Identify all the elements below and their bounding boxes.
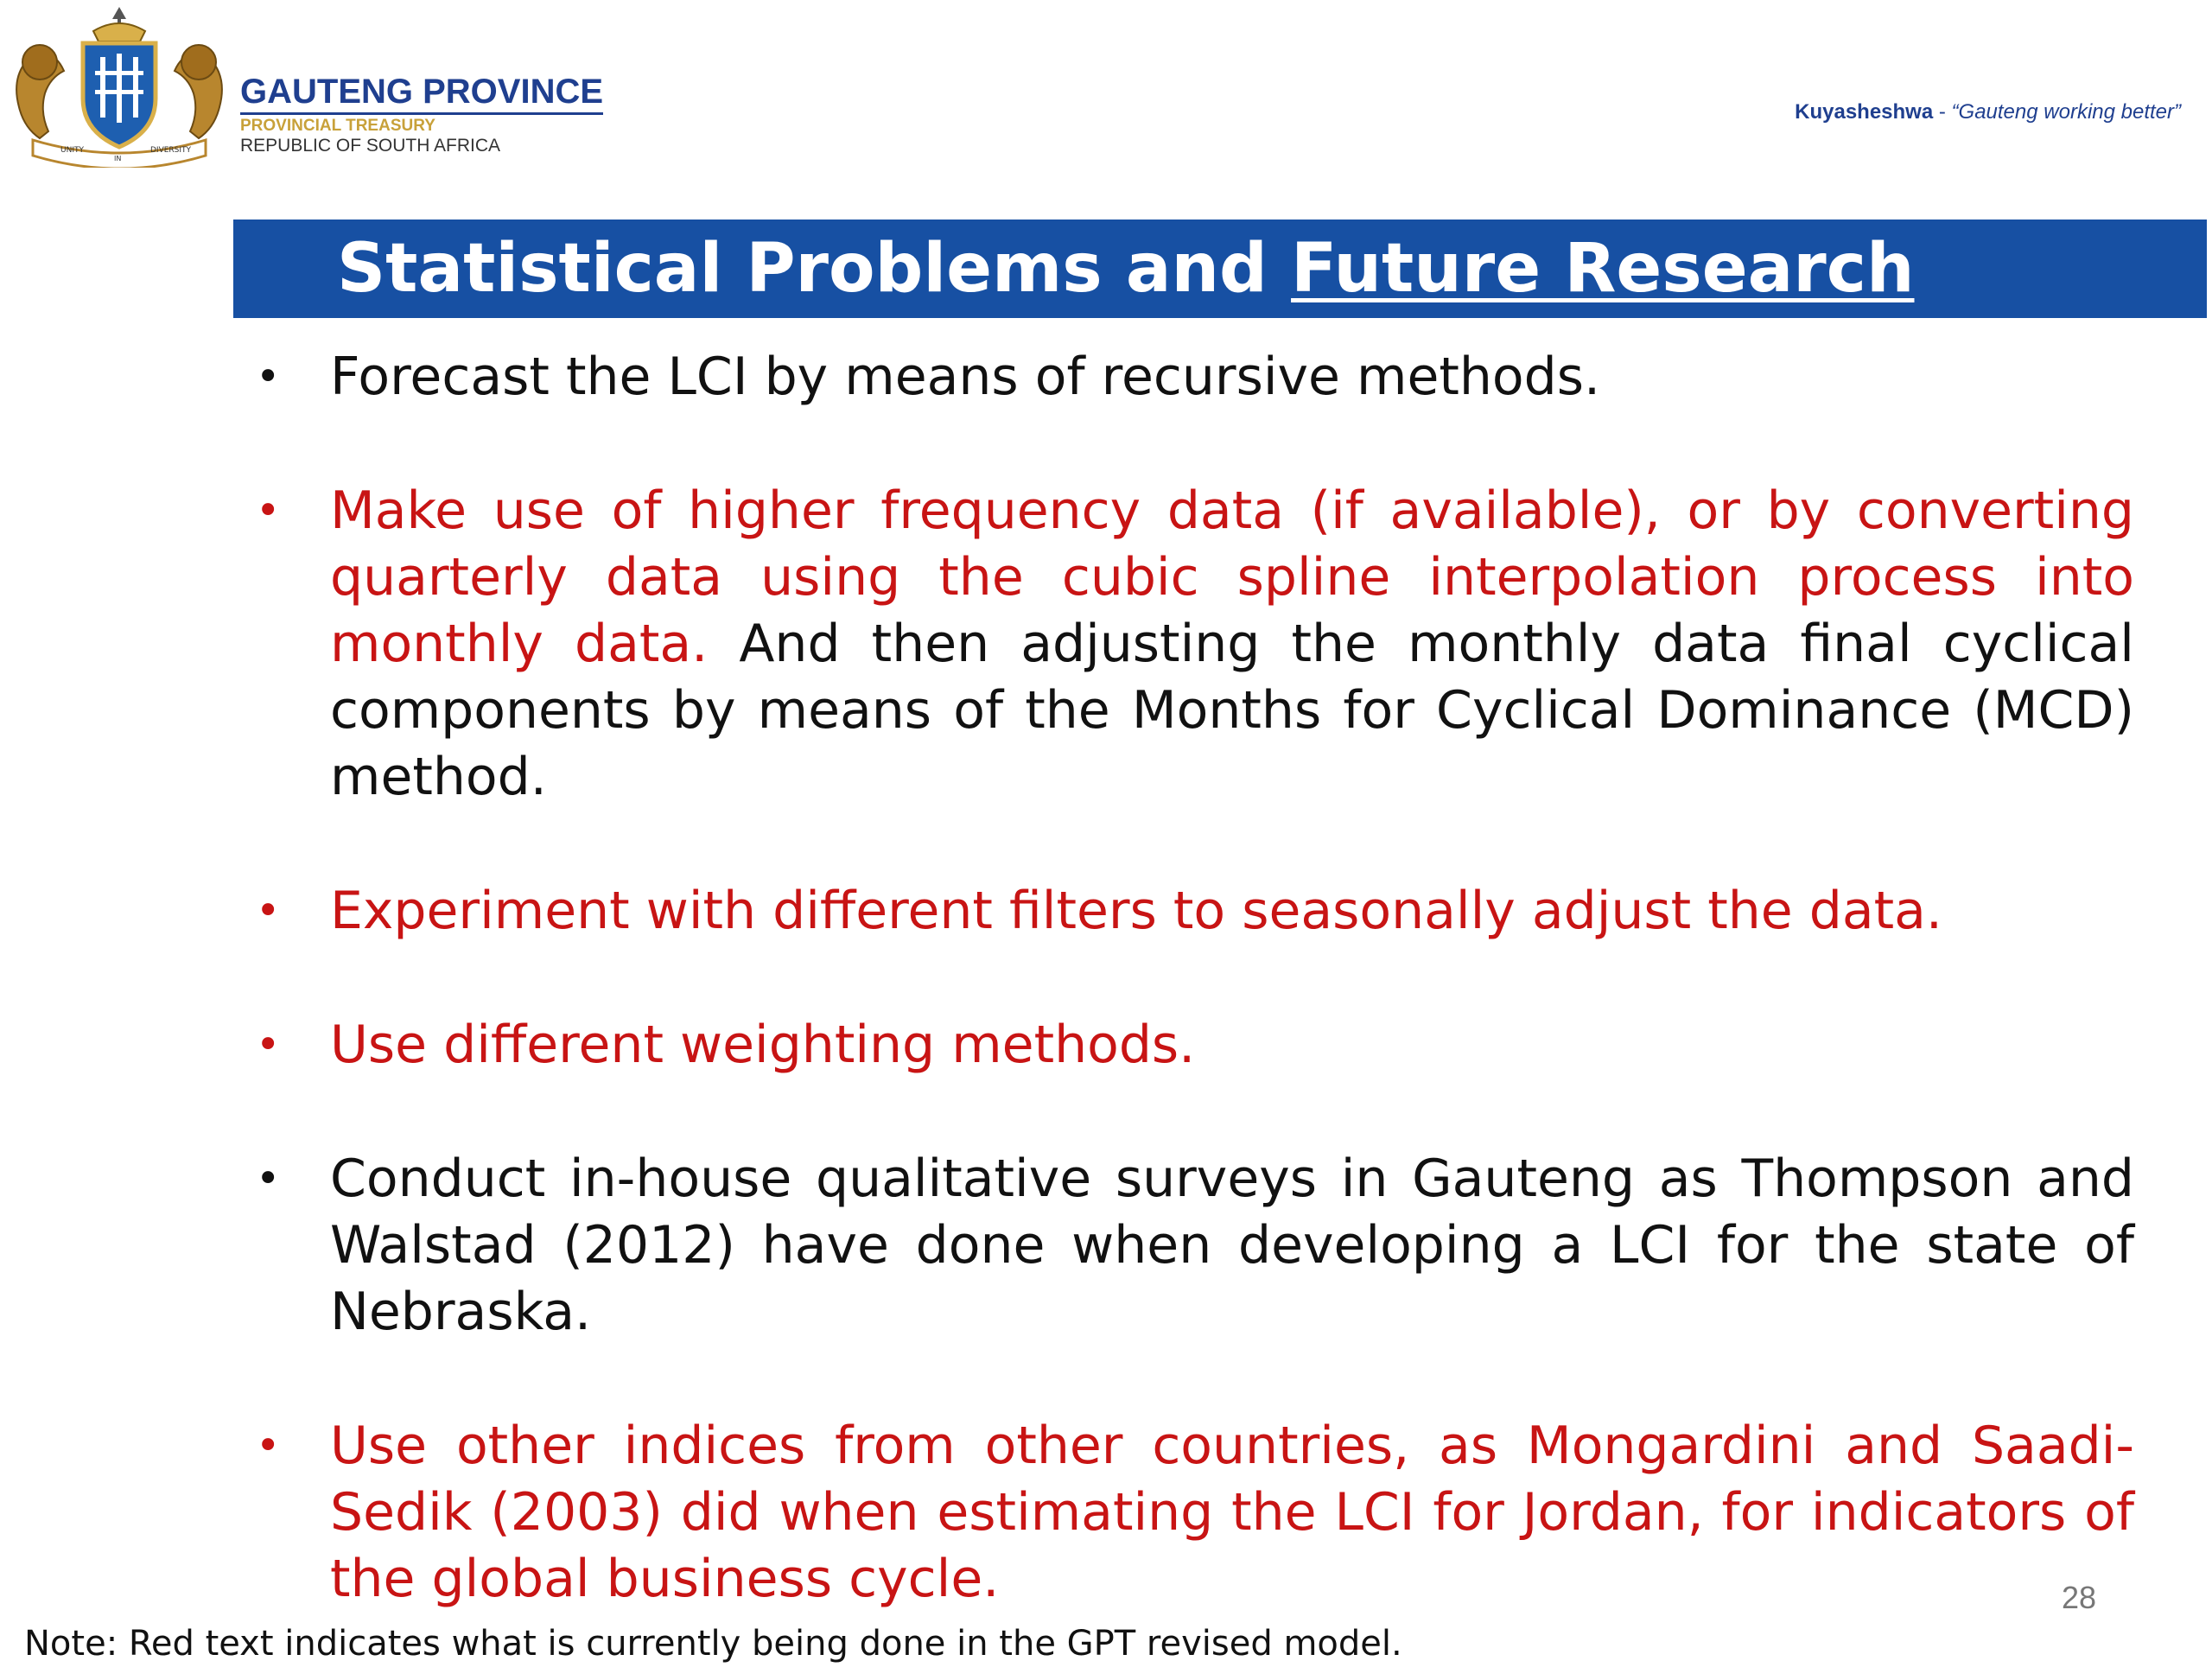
org-name: GAUTENG PROVINCE (240, 73, 603, 115)
bullet-dot-icon: • (256, 1422, 281, 1470)
bullet-text: Make use of higher frequency data (if available), or by converting quarterly data using the cubic spline interpolation process into monthly data. (330, 480, 2134, 674)
bullet-text: Forecast the LCI by means of recursive methods. (330, 347, 1601, 407)
tagline-separator: - (1933, 100, 1952, 124)
bullet-item (251, 344, 2134, 410)
bullet-text: Use different weighting methods. (330, 1015, 1196, 1075)
bullet-text: Conduct in-house qualitative surveys in Gauteng as Thompson and Walstad (2012) have done when developing a LCI for the state of Nebraska. (330, 1149, 2134, 1342)
bullet-item (251, 478, 2134, 811)
bullet-text: And then adjusting the monthly data final cyclical components by means of the Months for Cyclical Dominance (MCD) method. (330, 614, 2134, 807)
bullet-item (251, 1012, 2134, 1079)
title-part-1: Statistical Problems and (337, 230, 1292, 308)
bullet-item (251, 878, 2134, 945)
svg-text:IN: IN (114, 155, 122, 162)
title-part-2: Future Research (1291, 230, 1915, 308)
svg-text:DIVERSITY: DIVERSITY (150, 146, 192, 155)
bullet-dot-icon: • (256, 887, 281, 935)
title-bar (233, 220, 2207, 318)
header (0, 0, 2212, 207)
bullet-text: Use other indices from other countries, as Mongardini and Saadi-Sedik (2003) did when estimating the LCI for Jordan, for indicators of the global business cycle. (330, 1416, 2134, 1609)
bullet-dot-icon: • (256, 487, 281, 535)
bullet-list (251, 344, 2134, 1680)
bullet-item (251, 1413, 2134, 1613)
bullet-text: Experiment with different filters to seasonally adjust the data. (330, 881, 1943, 941)
bullet-dot-icon: • (256, 1155, 281, 1203)
organization-block (240, 73, 603, 156)
bullet-dot-icon: • (256, 353, 281, 401)
footnote: Note: Red text indicates what is currently being done in the GPT revised model. (24, 1624, 1402, 1664)
tagline (1795, 100, 2181, 124)
slide-title (337, 228, 2207, 309)
svg-text:UNITY: UNITY (60, 146, 84, 155)
bullet-dot-icon: • (256, 1021, 281, 1069)
tagline-bold: Kuyasheshwa (1795, 100, 1934, 124)
country-name: REPUBLIC OF SOUTH AFRICA (240, 136, 501, 156)
coat-of-arms-logo (7, 3, 232, 168)
department-name: PROVINCIAL TREASURY (240, 117, 435, 135)
bullet-item (251, 1146, 2134, 1346)
tagline-italic: “Gauteng working better” (1951, 100, 2181, 124)
page-number: 28 (2062, 1580, 2097, 1615)
